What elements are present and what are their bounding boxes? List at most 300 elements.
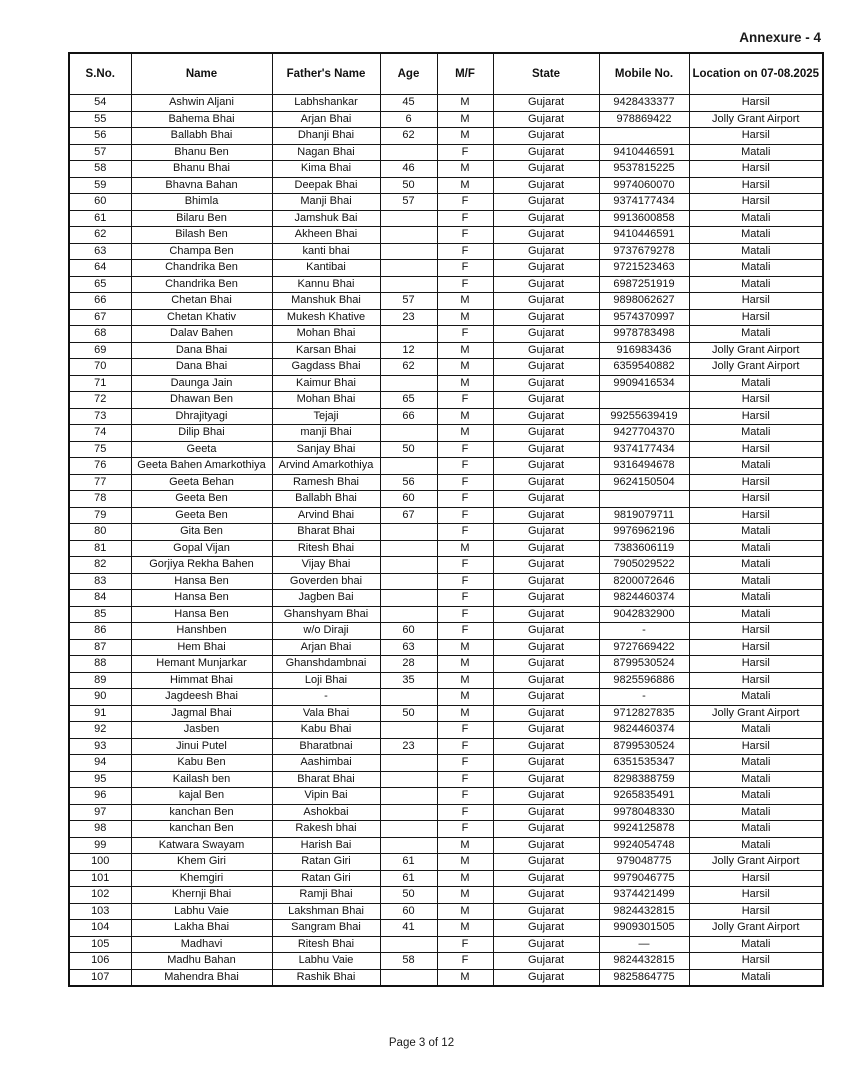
- sno-cell: 68: [69, 326, 131, 343]
- age-cell: 50: [380, 441, 437, 458]
- gender-cell: M: [437, 425, 493, 442]
- name-cell: Dana Bhai: [131, 342, 272, 359]
- age-cell: [380, 524, 437, 541]
- father-name-cell: Lakshman Bhai: [272, 903, 380, 920]
- state-cell: Gujarat: [493, 441, 599, 458]
- sno-cell: 101: [69, 870, 131, 887]
- gender-cell: F: [437, 590, 493, 607]
- mobile-cell: 9825596886: [599, 672, 689, 689]
- gender-cell: F: [437, 194, 493, 211]
- father-name-cell: Goverden bhai: [272, 573, 380, 590]
- state-cell: Gujarat: [493, 920, 599, 937]
- age-cell: 28: [380, 656, 437, 673]
- gender-cell: M: [437, 95, 493, 112]
- table-row: [69, 326, 823, 343]
- location-cell: Harsil: [689, 953, 823, 970]
- table-row: [69, 837, 823, 854]
- name-cell: Jagdeesh Bhai: [131, 689, 272, 706]
- name-cell: Bhavna Bahan: [131, 177, 272, 194]
- table-row: [69, 639, 823, 656]
- father-name-cell: Arjan Bhai: [272, 111, 380, 128]
- age-cell: 63: [380, 639, 437, 656]
- mobile-cell: 6359540882: [599, 359, 689, 376]
- mobile-cell: 9042832900: [599, 606, 689, 623]
- sno-cell: 77: [69, 474, 131, 491]
- state-cell: Gujarat: [493, 474, 599, 491]
- state-cell: Gujarat: [493, 623, 599, 640]
- name-cell: Gita Ben: [131, 524, 272, 541]
- mobile-cell: 8799530524: [599, 656, 689, 673]
- table-row: [69, 524, 823, 541]
- state-cell: Gujarat: [493, 672, 599, 689]
- mobile-cell: 9624150504: [599, 474, 689, 491]
- page-number: Page 3 of 12: [388, 1037, 455, 1049]
- table-row: [69, 276, 823, 293]
- age-cell: [380, 260, 437, 277]
- name-cell: Jasben: [131, 722, 272, 739]
- mobile-cell: 9974060070: [599, 177, 689, 194]
- father-name-cell: Nagan Bhai: [272, 144, 380, 161]
- table-row: [69, 920, 823, 937]
- sno-cell: 98: [69, 821, 131, 838]
- location-cell: Harsil: [689, 177, 823, 194]
- sno-cell: 70: [69, 359, 131, 376]
- table-row: [69, 342, 823, 359]
- location-cell: Matali: [689, 771, 823, 788]
- mobile-cell: -: [599, 689, 689, 706]
- location-cell: Matali: [689, 837, 823, 854]
- mobile-cell: [599, 491, 689, 508]
- name-cell: kanchan Ben: [131, 821, 272, 838]
- gender-cell: F: [437, 227, 493, 244]
- mobile-cell: 9265835491: [599, 788, 689, 805]
- table-row: [69, 623, 823, 640]
- gender-cell: M: [437, 887, 493, 904]
- age-cell: 60: [380, 491, 437, 508]
- age-cell: 23: [380, 738, 437, 755]
- state-cell: Gujarat: [493, 590, 599, 607]
- col-header-location-cell: Location on 07-08.2025: [689, 53, 823, 95]
- table-row: [69, 441, 823, 458]
- annexure-label: Annexure - 4: [739, 30, 821, 45]
- father-name-cell: Jagben Bai: [272, 590, 380, 607]
- name-cell: Khernji Bhai: [131, 887, 272, 904]
- name-cell: Ballabh Bhai: [131, 128, 272, 145]
- father-name-cell: Arvind Bhai: [272, 507, 380, 524]
- location-cell: Harsil: [689, 293, 823, 310]
- mobile-cell: 978869422: [599, 111, 689, 128]
- mobile-cell: 9898062627: [599, 293, 689, 310]
- mobile-cell: 9824460374: [599, 590, 689, 607]
- gender-cell: M: [437, 837, 493, 854]
- state-cell: Gujarat: [493, 557, 599, 574]
- name-cell: Chetan Bhai: [131, 293, 272, 310]
- name-cell: Hansa Ben: [131, 590, 272, 607]
- location-cell: Matali: [689, 326, 823, 343]
- table-row: [69, 95, 823, 112]
- gender-cell: F: [437, 507, 493, 524]
- table-row: [69, 705, 823, 722]
- table-row: [69, 458, 823, 475]
- age-cell: [380, 573, 437, 590]
- sno-cell: 99: [69, 837, 131, 854]
- name-cell: Jinui Putel: [131, 738, 272, 755]
- name-cell: Dhawan Ben: [131, 392, 272, 409]
- age-cell: [380, 788, 437, 805]
- state-cell: Gujarat: [493, 458, 599, 475]
- age-cell: 58: [380, 953, 437, 970]
- name-cell: Dalav Bahen: [131, 326, 272, 343]
- state-cell: Gujarat: [493, 425, 599, 442]
- col-header-state-cell: State: [493, 53, 599, 95]
- age-cell: [380, 590, 437, 607]
- mobile-cell: 7383606119: [599, 540, 689, 557]
- age-cell: [380, 936, 437, 953]
- sno-cell: 73: [69, 408, 131, 425]
- name-cell: Bhanu Bhai: [131, 161, 272, 178]
- state-cell: Gujarat: [493, 260, 599, 277]
- gender-cell: F: [437, 243, 493, 260]
- gender-cell: F: [437, 210, 493, 227]
- father-name-cell: Tejaji: [272, 408, 380, 425]
- mobile-cell: 9374421499: [599, 887, 689, 904]
- table-row: [69, 722, 823, 739]
- location-cell: Harsil: [689, 128, 823, 145]
- mobile-cell: 9374177434: [599, 194, 689, 211]
- gender-cell: F: [437, 260, 493, 277]
- location-cell: Jolly Grant Airport: [689, 705, 823, 722]
- sno-cell: 54: [69, 95, 131, 112]
- table-row: [69, 540, 823, 557]
- sno-cell: 69: [69, 342, 131, 359]
- state-cell: Gujarat: [493, 128, 599, 145]
- mobile-cell: 9712827835: [599, 705, 689, 722]
- location-cell: Matali: [689, 804, 823, 821]
- father-name-cell: Kabu Bhai: [272, 722, 380, 739]
- table-row: [69, 144, 823, 161]
- gender-cell: M: [437, 656, 493, 673]
- father-name-cell: -: [272, 689, 380, 706]
- sno-cell: 94: [69, 755, 131, 772]
- name-cell: Geeta Behan: [131, 474, 272, 491]
- table-row: [69, 854, 823, 871]
- gender-cell: M: [437, 540, 493, 557]
- state-cell: Gujarat: [493, 854, 599, 871]
- mobile-cell: 9410446591: [599, 144, 689, 161]
- table-row: [69, 375, 823, 392]
- state-cell: Gujarat: [493, 111, 599, 128]
- location-cell: Jolly Grant Airport: [689, 111, 823, 128]
- age-cell: 62: [380, 128, 437, 145]
- gender-cell: F: [437, 458, 493, 475]
- state-cell: Gujarat: [493, 771, 599, 788]
- location-cell: Matali: [689, 144, 823, 161]
- table-row: [69, 194, 823, 211]
- location-cell: Matali: [689, 260, 823, 277]
- father-name-cell: Vijay Bhai: [272, 557, 380, 574]
- mobile-cell: 9410446591: [599, 227, 689, 244]
- age-cell: 62: [380, 359, 437, 376]
- age-cell: 60: [380, 623, 437, 640]
- father-name-cell: Mukesh Khative: [272, 309, 380, 326]
- father-name-cell: Rakesh bhai: [272, 821, 380, 838]
- sno-cell: 65: [69, 276, 131, 293]
- name-cell: Gopal Vijan: [131, 540, 272, 557]
- name-cell: Bahema Bhai: [131, 111, 272, 128]
- sno-cell: 100: [69, 854, 131, 871]
- name-cell: Bhanu Ben: [131, 144, 272, 161]
- location-cell: Harsil: [689, 474, 823, 491]
- age-cell: 61: [380, 854, 437, 871]
- sno-cell: 86: [69, 623, 131, 640]
- table-row: [69, 491, 823, 508]
- location-cell: Harsil: [689, 738, 823, 755]
- state-cell: Gujarat: [493, 359, 599, 376]
- sno-cell: 76: [69, 458, 131, 475]
- age-cell: [380, 540, 437, 557]
- location-cell: Jolly Grant Airport: [689, 854, 823, 871]
- state-cell: Gujarat: [493, 95, 599, 112]
- table-row: [69, 573, 823, 590]
- location-cell: Jolly Grant Airport: [689, 920, 823, 937]
- gender-cell: M: [437, 920, 493, 937]
- father-name-cell: Kima Bhai: [272, 161, 380, 178]
- age-cell: 6: [380, 111, 437, 128]
- table-row: [69, 821, 823, 838]
- gender-cell: M: [437, 293, 493, 310]
- state-cell: Gujarat: [493, 161, 599, 178]
- location-cell: Matali: [689, 606, 823, 623]
- name-cell: Hemant Munjarkar: [131, 656, 272, 673]
- sno-cell: 84: [69, 590, 131, 607]
- father-name-cell: kanti bhai: [272, 243, 380, 260]
- state-cell: Gujarat: [493, 821, 599, 838]
- gender-cell: F: [437, 144, 493, 161]
- state-cell: Gujarat: [493, 656, 599, 673]
- sno-cell: 83: [69, 573, 131, 590]
- mobile-cell: 9909416534: [599, 375, 689, 392]
- state-cell: Gujarat: [493, 573, 599, 590]
- sno-cell: 55: [69, 111, 131, 128]
- table-row: [69, 656, 823, 673]
- attendee-table: [68, 52, 824, 987]
- father-name-cell: Ritesh Bhai: [272, 540, 380, 557]
- location-cell: Harsil: [689, 870, 823, 887]
- sno-cell: 61: [69, 210, 131, 227]
- table-row: [69, 260, 823, 277]
- gender-cell: F: [437, 738, 493, 755]
- sno-cell: 80: [69, 524, 131, 541]
- state-cell: Gujarat: [493, 953, 599, 970]
- table-row: [69, 887, 823, 904]
- sno-cell: 71: [69, 375, 131, 392]
- mobile-cell: 6351535347: [599, 755, 689, 772]
- gender-cell: F: [437, 936, 493, 953]
- state-cell: Gujarat: [493, 342, 599, 359]
- name-cell: Katwara Swayam: [131, 837, 272, 854]
- mobile-cell: 9574370997: [599, 309, 689, 326]
- sno-cell: 107: [69, 969, 131, 986]
- location-cell: Harsil: [689, 903, 823, 920]
- name-cell: Daunga Jain: [131, 375, 272, 392]
- father-name-cell: Labhshankar: [272, 95, 380, 112]
- age-cell: 56: [380, 474, 437, 491]
- mobile-cell: 9924125878: [599, 821, 689, 838]
- location-cell: Matali: [689, 821, 823, 838]
- location-cell: Matali: [689, 243, 823, 260]
- father-name-cell: Dhanji Bhai: [272, 128, 380, 145]
- father-name-cell: Gagdass Bhai: [272, 359, 380, 376]
- gender-cell: M: [437, 639, 493, 656]
- table-row: [69, 788, 823, 805]
- location-cell: Matali: [689, 788, 823, 805]
- gender-cell: M: [437, 854, 493, 871]
- location-cell: Matali: [689, 540, 823, 557]
- header-row: [69, 53, 823, 95]
- table-row: [69, 392, 823, 409]
- gender-cell: F: [437, 441, 493, 458]
- table-body: [69, 95, 823, 987]
- state-cell: Gujarat: [493, 375, 599, 392]
- age-cell: 66: [380, 408, 437, 425]
- sno-cell: 85: [69, 606, 131, 623]
- sno-cell: 103: [69, 903, 131, 920]
- mobile-cell: 9737679278: [599, 243, 689, 260]
- name-cell: Gorjiya Rekha Bahen: [131, 557, 272, 574]
- state-cell: Gujarat: [493, 903, 599, 920]
- age-cell: [380, 557, 437, 574]
- gender-cell: F: [437, 606, 493, 623]
- gender-cell: F: [437, 276, 493, 293]
- state-cell: Gujarat: [493, 705, 599, 722]
- father-name-cell: Bharat Bhai: [272, 771, 380, 788]
- sno-cell: 105: [69, 936, 131, 953]
- state-cell: Gujarat: [493, 722, 599, 739]
- location-cell: Matali: [689, 375, 823, 392]
- location-cell: Matali: [689, 557, 823, 574]
- name-cell: Dhrajityagi: [131, 408, 272, 425]
- name-cell: Geeta Bahen Amarkothiya: [131, 458, 272, 475]
- location-cell: Harsil: [689, 507, 823, 524]
- father-name-cell: Arvind Amarkothiya: [272, 458, 380, 475]
- mobile-cell: 979048775: [599, 854, 689, 871]
- name-cell: Jagmal Bhai: [131, 705, 272, 722]
- gender-cell: F: [437, 491, 493, 508]
- father-name-cell: Vipin Bai: [272, 788, 380, 805]
- father-name-cell: Aashimbai: [272, 755, 380, 772]
- age-cell: 57: [380, 194, 437, 211]
- father-name-cell: Arjan Bhai: [272, 639, 380, 656]
- mobile-cell: 9721523463: [599, 260, 689, 277]
- age-cell: [380, 821, 437, 838]
- father-name-cell: Manji Bhai: [272, 194, 380, 211]
- state-cell: Gujarat: [493, 804, 599, 821]
- mobile-cell: 9909301505: [599, 920, 689, 937]
- mobile-cell: 9824432815: [599, 953, 689, 970]
- father-name-cell: Deepak Bhai: [272, 177, 380, 194]
- gender-cell: M: [437, 128, 493, 145]
- location-cell: Harsil: [689, 656, 823, 673]
- table-row: [69, 738, 823, 755]
- table-row: [69, 606, 823, 623]
- age-cell: 12: [380, 342, 437, 359]
- table-row: [69, 210, 823, 227]
- location-cell: Harsil: [689, 887, 823, 904]
- mobile-cell: 9924054748: [599, 837, 689, 854]
- sno-cell: 66: [69, 293, 131, 310]
- table-row: [69, 936, 823, 953]
- location-cell: Harsil: [689, 161, 823, 178]
- name-cell: Geeta Ben: [131, 491, 272, 508]
- father-name-cell: Jamshuk Bai: [272, 210, 380, 227]
- table-row: [69, 903, 823, 920]
- gender-cell: F: [437, 557, 493, 574]
- location-cell: Matali: [689, 755, 823, 772]
- gender-cell: F: [437, 771, 493, 788]
- sno-cell: 102: [69, 887, 131, 904]
- father-name-cell: Vala Bhai: [272, 705, 380, 722]
- sno-cell: 75: [69, 441, 131, 458]
- mobile-cell: 9427704370: [599, 425, 689, 442]
- gender-cell: F: [437, 474, 493, 491]
- table-row: [69, 474, 823, 491]
- gender-cell: M: [437, 705, 493, 722]
- father-name-cell: Manshuk Bhai: [272, 293, 380, 310]
- father-name-cell: Kaimur Bhai: [272, 375, 380, 392]
- state-cell: Gujarat: [493, 969, 599, 986]
- name-cell: Mahendra Bhai: [131, 969, 272, 986]
- age-cell: [380, 276, 437, 293]
- sno-cell: 62: [69, 227, 131, 244]
- age-cell: [380, 458, 437, 475]
- col-header-father-name-cell: Father's Name: [272, 53, 380, 95]
- sno-cell: 106: [69, 953, 131, 970]
- sno-cell: 89: [69, 672, 131, 689]
- location-cell: Matali: [689, 458, 823, 475]
- table-row: [69, 870, 823, 887]
- state-cell: Gujarat: [493, 639, 599, 656]
- gender-cell: M: [437, 870, 493, 887]
- table-row: [69, 771, 823, 788]
- mobile-cell: —: [599, 936, 689, 953]
- age-cell: 35: [380, 672, 437, 689]
- location-cell: Harsil: [689, 441, 823, 458]
- mobile-cell: 9978783498: [599, 326, 689, 343]
- mobile-cell: 9824432815: [599, 903, 689, 920]
- sno-cell: 87: [69, 639, 131, 656]
- sno-cell: 57: [69, 144, 131, 161]
- state-cell: Gujarat: [493, 491, 599, 508]
- gender-cell: M: [437, 177, 493, 194]
- mobile-cell: 9976962196: [599, 524, 689, 541]
- father-name-cell: Kannu Bhai: [272, 276, 380, 293]
- age-cell: [380, 689, 437, 706]
- gender-cell: F: [437, 953, 493, 970]
- name-cell: Bilaru Ben: [131, 210, 272, 227]
- father-name-cell: Ratan Giri: [272, 854, 380, 871]
- location-cell: Matali: [689, 722, 823, 739]
- location-cell: Matali: [689, 425, 823, 442]
- sno-cell: 72: [69, 392, 131, 409]
- gender-cell: M: [437, 359, 493, 376]
- father-name-cell: Harish Bai: [272, 837, 380, 854]
- mobile-cell: 9824460374: [599, 722, 689, 739]
- age-cell: [380, 243, 437, 260]
- sno-cell: 78: [69, 491, 131, 508]
- father-name-cell: Bharatbnai: [272, 738, 380, 755]
- age-cell: [380, 144, 437, 161]
- location-cell: Matali: [689, 969, 823, 986]
